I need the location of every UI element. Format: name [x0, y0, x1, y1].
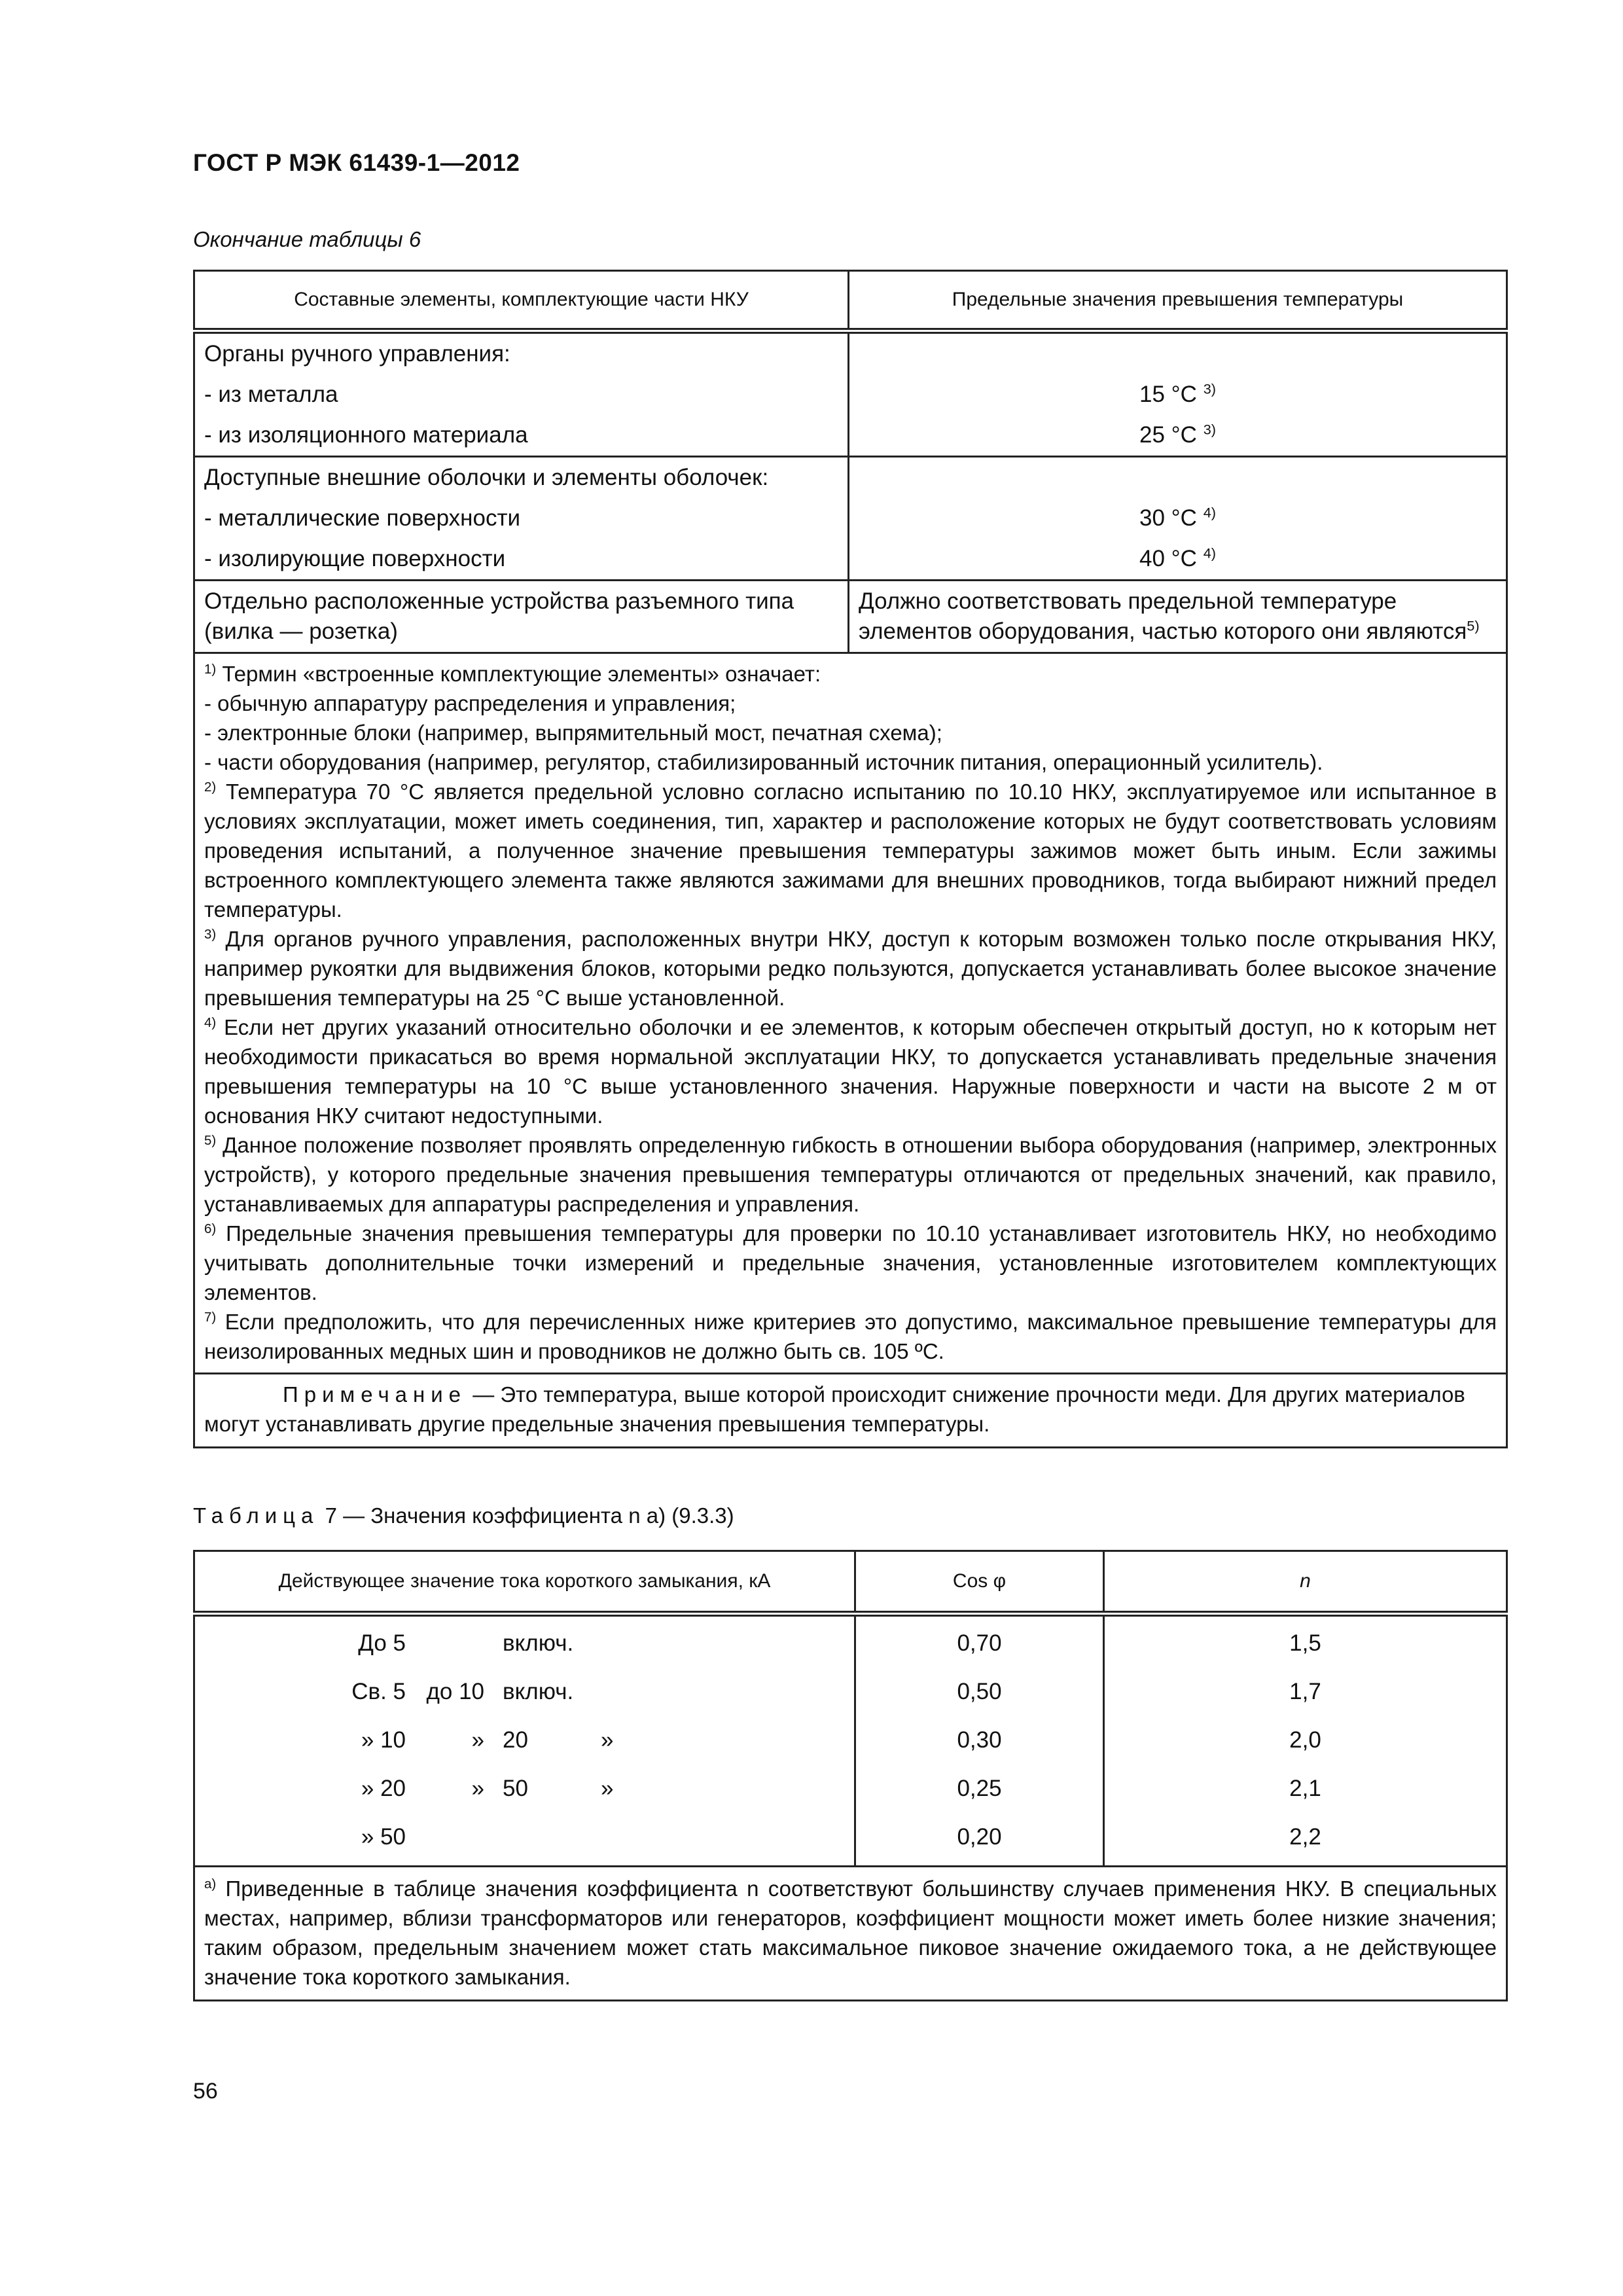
footnote-2: $^{2)}$ Температура 70 °C является предельной условно согласно испытанию по 10.10 НКУ, эксплуатируемое или испытанное в условиях эксплуатации, может иметь соединения, тип, характер и расположение которых не будут соответствовать условиям проведения испытаний, а полученное значение превышения температуры зажимов может быть иным. Если зажимы встроенного комплектующего элемента также являются зажимами для внешних проводников, тогда выбирают нижний предел температуры.	[204, 780, 1497, 922]
footnote-ref: 5)	[1467, 617, 1480, 634]
table7-caption-label: Таблица	[193, 1503, 319, 1528]
footnote-text: Приведенные в таблице значения коэффициента n соответствуют большинству случаев применения НКУ. В специальных местах, например, вблизи трансформаторов или генераторов, коэффициент мощности может иметь более низкие значения; таким образом, предельным значением может стать максимальное пиковое значение ожидаемого тока, а не действующее значение тока короткого замыкания.	[204, 1876, 1497, 1989]
group-title: Доступные внешние оболочки и элементы оболочек:	[204, 465, 769, 490]
item-label: - изолирующие поверхности	[204, 546, 506, 571]
table6-footnotes-row	[194, 653, 1507, 1374]
table7-body	[194, 1614, 1507, 1867]
n-value: 1,7	[1289, 1679, 1321, 1704]
cos-value: 0,20	[957, 1824, 1002, 1850]
table6-row-enclosures	[194, 457, 1507, 581]
item-value: 15 °C	[1139, 382, 1197, 407]
table6-row-socket	[194, 581, 1507, 653]
remark-text: — Это температура, выше которой происходит снижение прочности меди. Для других материалов могут устанавливать другие предельные значения превышения температуры.	[204, 1382, 1465, 1436]
table7	[193, 1550, 1508, 2001]
footnote-5: $^{5)}$ Данное положение позволяет проявлять определенную гибкость в отношении выбора оборудования (например, электронных устройств), у которого предельные значения превышения температуры отличаются от предельных значений, как правило, устанавливаемых для аппаратуры распределения и управления.	[204, 1133, 1497, 1216]
item-label: - из металла	[204, 382, 338, 407]
footnote-ref: 4)	[1203, 545, 1216, 562]
table7-row: » 20 » 50 »	[361, 1776, 614, 1801]
table7-cell-cos	[855, 1614, 1104, 1867]
footnote-mark: a)	[204, 1876, 217, 1892]
remark-label: Примечание	[283, 1382, 467, 1407]
table7-row: До 5 включ.	[358, 1630, 574, 1656]
footnote-3: $^{3)}$ Для органов ручного управления, расположенных внутри НКУ, доступ к которым возможен только после открывания НКУ, например рукоятки для выдвижения блоков, которыми редко пользуются, допускается устанавливать более высокое значение превышения температуры на 25 °C выше установленной.	[204, 927, 1497, 1010]
table7-row: » 10 » 20 »	[361, 1727, 614, 1753]
table6-cell-value	[849, 331, 1507, 457]
table7-header-current: Действующее значение тока короткого замыкания, кА	[194, 1551, 855, 1614]
table6-cell-value	[849, 457, 1507, 581]
footnote-1: $^{1)}$ Термин «встроенные комплектующие элементы» означает:	[204, 662, 821, 686]
item-label: - из изоляционного материала	[204, 422, 528, 448]
item-value: 25 °C	[1139, 422, 1197, 448]
document-header: ГОСТ Р МЭК 61439-1—2012	[193, 149, 520, 176]
group-title: Органы ручного управления:	[204, 341, 510, 367]
item-value: 40 °C	[1139, 546, 1197, 571]
cos-value: 0,25	[957, 1776, 1002, 1801]
table7-header-n: n	[1104, 1551, 1507, 1614]
table6-caption: Окончание таблицы 6	[193, 227, 421, 251]
footnote-6: $^{6)}$ Предельные значения превышения температуры для проверки по 10.10 устанавливает изготовитель НКУ, но необходимо учитывать дополнительные точки измерений и предельные значения, установленные изготовителем комплектующих элементов.	[204, 1221, 1497, 1304]
table6-remark	[194, 1374, 1507, 1448]
table6-header-limits: Предельные значения превышения температуры	[849, 271, 1507, 331]
item-value: 30 °C	[1139, 505, 1197, 531]
cos-value: 0,70	[957, 1630, 1002, 1656]
table6-cell-label	[194, 457, 849, 581]
item-label: - металлические поверхности	[204, 505, 521, 531]
n-value: 2,1	[1289, 1776, 1321, 1801]
table6	[193, 270, 1508, 1448]
socket-value: Должно соответствовать предельной температуре элементов оборудования, частью которого они являются	[859, 588, 1467, 644]
table7-row: » 50	[361, 1824, 406, 1850]
cos-value: 0,50	[957, 1679, 1002, 1704]
footnote-1-item: - обычную аппаратуру распределения и управления;	[204, 691, 736, 715]
table6-cell-label: Отдельно расположенные устройства разъемного типа (вилка — розетка)	[194, 581, 849, 653]
footnote-ref: 3)	[1203, 380, 1216, 397]
table7-cell-n	[1104, 1614, 1507, 1867]
table6-footnotes	[194, 653, 1507, 1374]
page-number: 56	[193, 2079, 218, 2104]
cos-value: 0,30	[957, 1727, 1002, 1753]
table7-cell-current	[194, 1614, 855, 1867]
footnote-7: $^{7)}$ Если предположить, что для перечисленных ниже критериев это допустимо, максимальное превышение температуры для неизолированных медных шин и проводников не должно быть св. 105 ºС.	[204, 1310, 1497, 1363]
table7-footnote	[194, 1867, 1507, 2001]
table7-row: Св. 5 до 10 включ.	[351, 1679, 574, 1704]
table7-footnote-row	[194, 1867, 1507, 2001]
table7-header-cos: Cos φ	[855, 1551, 1104, 1614]
table6-cell-value	[849, 581, 1507, 653]
table6-cell-label	[194, 331, 849, 457]
table6-remark-row	[194, 1374, 1507, 1448]
n-value: 2,2	[1289, 1824, 1321, 1850]
n-value: 2,0	[1289, 1727, 1321, 1753]
table6-row-manual-controls	[194, 331, 1507, 457]
footnote-ref: 4)	[1203, 504, 1216, 521]
n-value: 1,5	[1289, 1630, 1321, 1656]
footnote-1-item: - электронные блоки (например, выпрямительный мост, печатная схема);	[204, 721, 942, 745]
table6-header-components: Составные элементы, комплектующие части НКУ	[194, 271, 849, 331]
footnote-4: $^{4)}$ Если нет других указаний относительно оболочки и ее элементов, к которым обеспечен открытый доступ, но к которым нет необходимости прикасаться во время нормальной эксплуатации НКУ, то допускается устанавливать предельные значения превышения температуры на 10 °C выше установленного значения. Наружные поверхности и части на высоте 2 м от основания НКУ считают недоступными.	[204, 1015, 1497, 1128]
table7-caption	[193, 1503, 734, 1528]
footnote-ref: 3)	[1203, 421, 1216, 438]
table7-caption-text: 7 — Значения коэффициента n a) (9.3.3)	[325, 1503, 734, 1528]
footnote-1-item: - части оборудования (например, регулятор, стабилизированный источник питания, операционный усилитель).	[204, 750, 1323, 774]
